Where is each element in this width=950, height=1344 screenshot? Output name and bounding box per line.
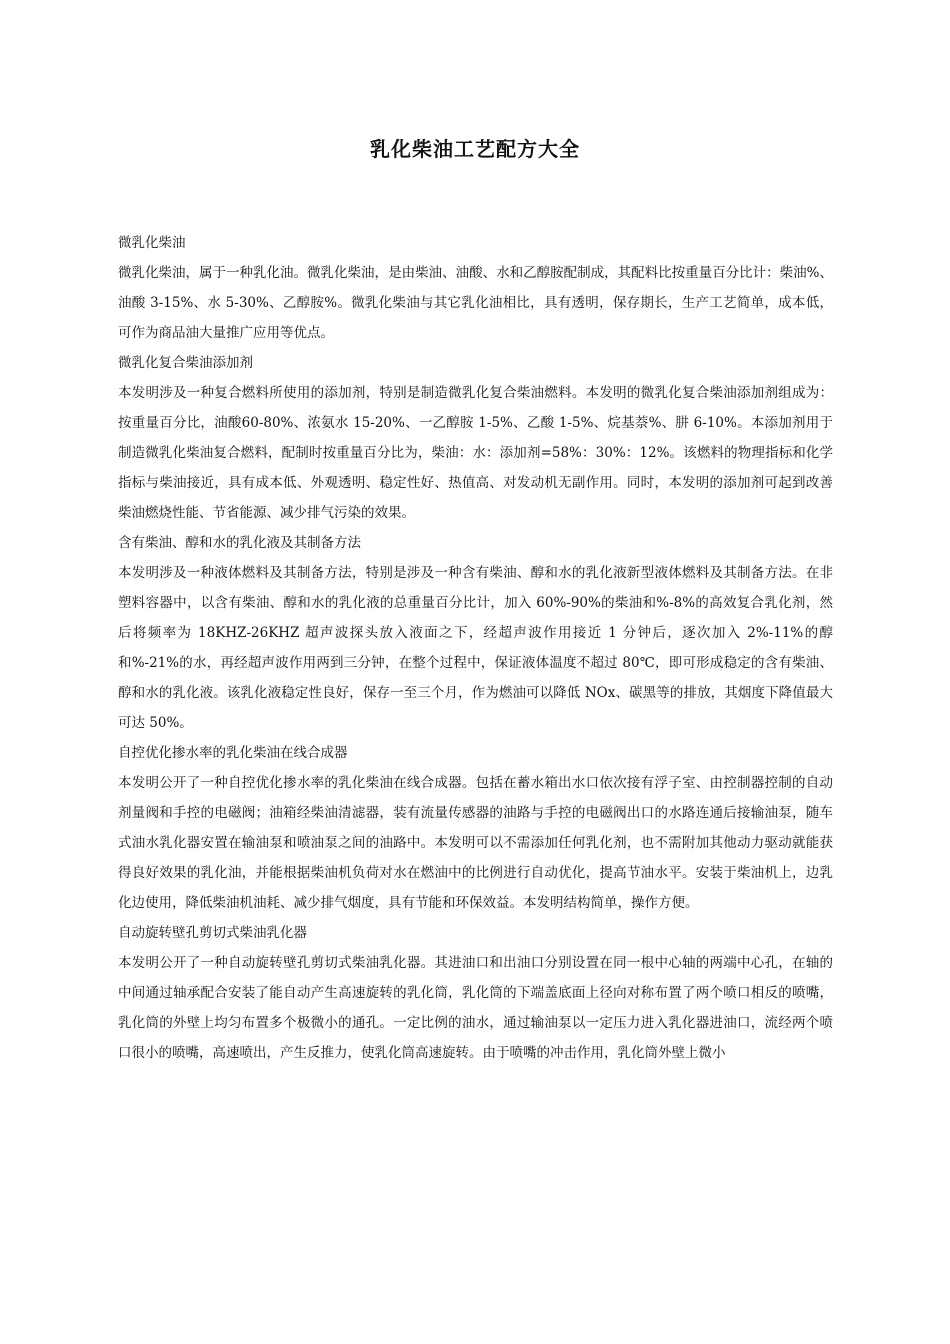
section-composite-additive bbox=[118, 348, 833, 528]
document-content bbox=[118, 228, 833, 1068]
section-online-synthesizer bbox=[118, 738, 833, 918]
section-heading: 自动旋转壁孔剪切式柴油乳化器 bbox=[118, 925, 307, 941]
section-body: 本发明涉及一种复合燃料所使用的添加剂，特别是制造微乳化复合柴油燃料。本发明的微乳化复合柴油添加剂组成为：按重量百分比，油酸60-80%、浓氨水 15-20%、一乙醇胺 1-5%、乙酸 1-5%、烷基萘%、肼 6-10%。本添加剂用于制造微乳化柴油复合燃料，配制时按重量百分比为，柴油：水：添加剂=58%：30%：12%。该燃料的物理指标和化学指标与柴油接近，具有成本低、外观透明、稳定性好、热值高、对发动机无副作用。同时，本发明的添加剂可起到改善柴油燃烧性能、节省能源、减少排气污染的效果。 bbox=[118, 385, 833, 521]
section-body: 微乳化柴油，属于一种乳化油。微乳化柴油，是由柴油、油酸、水和乙醇胺配制成，其配料比按重量百分比计：柴油%、油酸 3-15%、水 5-30%、乙醇胺%。微乳化柴油与其它乳化油相比，具有透明，保存期长，生产工艺简单，成本低，可作为商品油大量推广应用等优点。 bbox=[118, 265, 833, 341]
section-rotary-emulsifier bbox=[118, 918, 833, 1068]
section-micro-emulsified-diesel bbox=[118, 228, 833, 348]
section-heading: 微乳化复合柴油添加剂 bbox=[118, 355, 253, 371]
section-heading: 微乳化柴油 bbox=[118, 235, 186, 251]
section-heading: 含有柴油、醇和水的乳化液及其制备方法 bbox=[118, 535, 361, 551]
section-diesel-alcohol-water-emulsion bbox=[118, 528, 833, 738]
section-body: 本发明涉及一种液体燃料及其制备方法，特别是涉及一种含有柴油、醇和水的乳化液新型液体燃料及其制备方法。在非塑料容器中，以含有柴油、醇和水的乳化液的总重量百分比计，加入 60%-90%的柴油和%-8%的高效复合乳化剂，然后将频率为 18KHZ-26KHZ 超声波探头放入液面之下，经超声波作用接近 1 分钟后，逐次加入 2%-11%的醇和%-21%的水，再经超声波作用两到三分钟，在整个过程中，保证液体温度不超过 80℃，即可形成稳定的含有柴油、醇和水的乳化液。该乳化液稳定性良好，保存一至三个月，作为燃油可以降低 NOx、碳黑等的排放，其烟度下降值最大可达 50%。 bbox=[118, 565, 833, 731]
section-body: 本发明公开了一种自动旋转壁孔剪切式柴油乳化器。其进油口和出油口分别设置在同一根中心轴的两端中心孔，在轴的中间通过轴承配合安装了能自动产生高速旋转的乳化筒，乳化筒的下端盖底面上径向对称布置了两个喷口相反的喷嘴，乳化筒的外壁上均匀布置多个极微小的通孔。一定比例的油水，通过输油泵以一定压力进入乳化器进油口，流经两个喷口很小的喷嘴，高速喷出，产生反推力，使乳化筒高速旋转。由于喷嘴的冲击作用，乳化筒外壁上微小 bbox=[118, 955, 833, 1061]
section-heading: 自控优化掺水率的乳化柴油在线合成器 bbox=[118, 745, 348, 761]
document-title: 乳化柴油工艺配方大全 bbox=[370, 137, 580, 161]
section-body: 本发明公开了一种自控优化掺水率的乳化柴油在线合成器。包括在蓄水箱出水口依次接有浮子室、由控制器控制的自动剂量阀和手控的电磁阀；油箱经柴油清滤器，装有流量传感器的油路与手控的电磁阀出口的水路连通后接输油泵，随车式油水乳化器安置在输油泵和喷油泵之间的油路中。本发明可以不需添加任何乳化剂，也不需附加其他动力驱动就能获得良好效果的乳化油，并能根据柴油机负荷对水在燃油中的比例进行自动优化，提高节油水平。安装于柴油机上，边乳化边使用，降低柴油机油耗、减少排气烟度，具有节能和环保效益。本发明结构简单，操作方便。 bbox=[118, 775, 833, 911]
